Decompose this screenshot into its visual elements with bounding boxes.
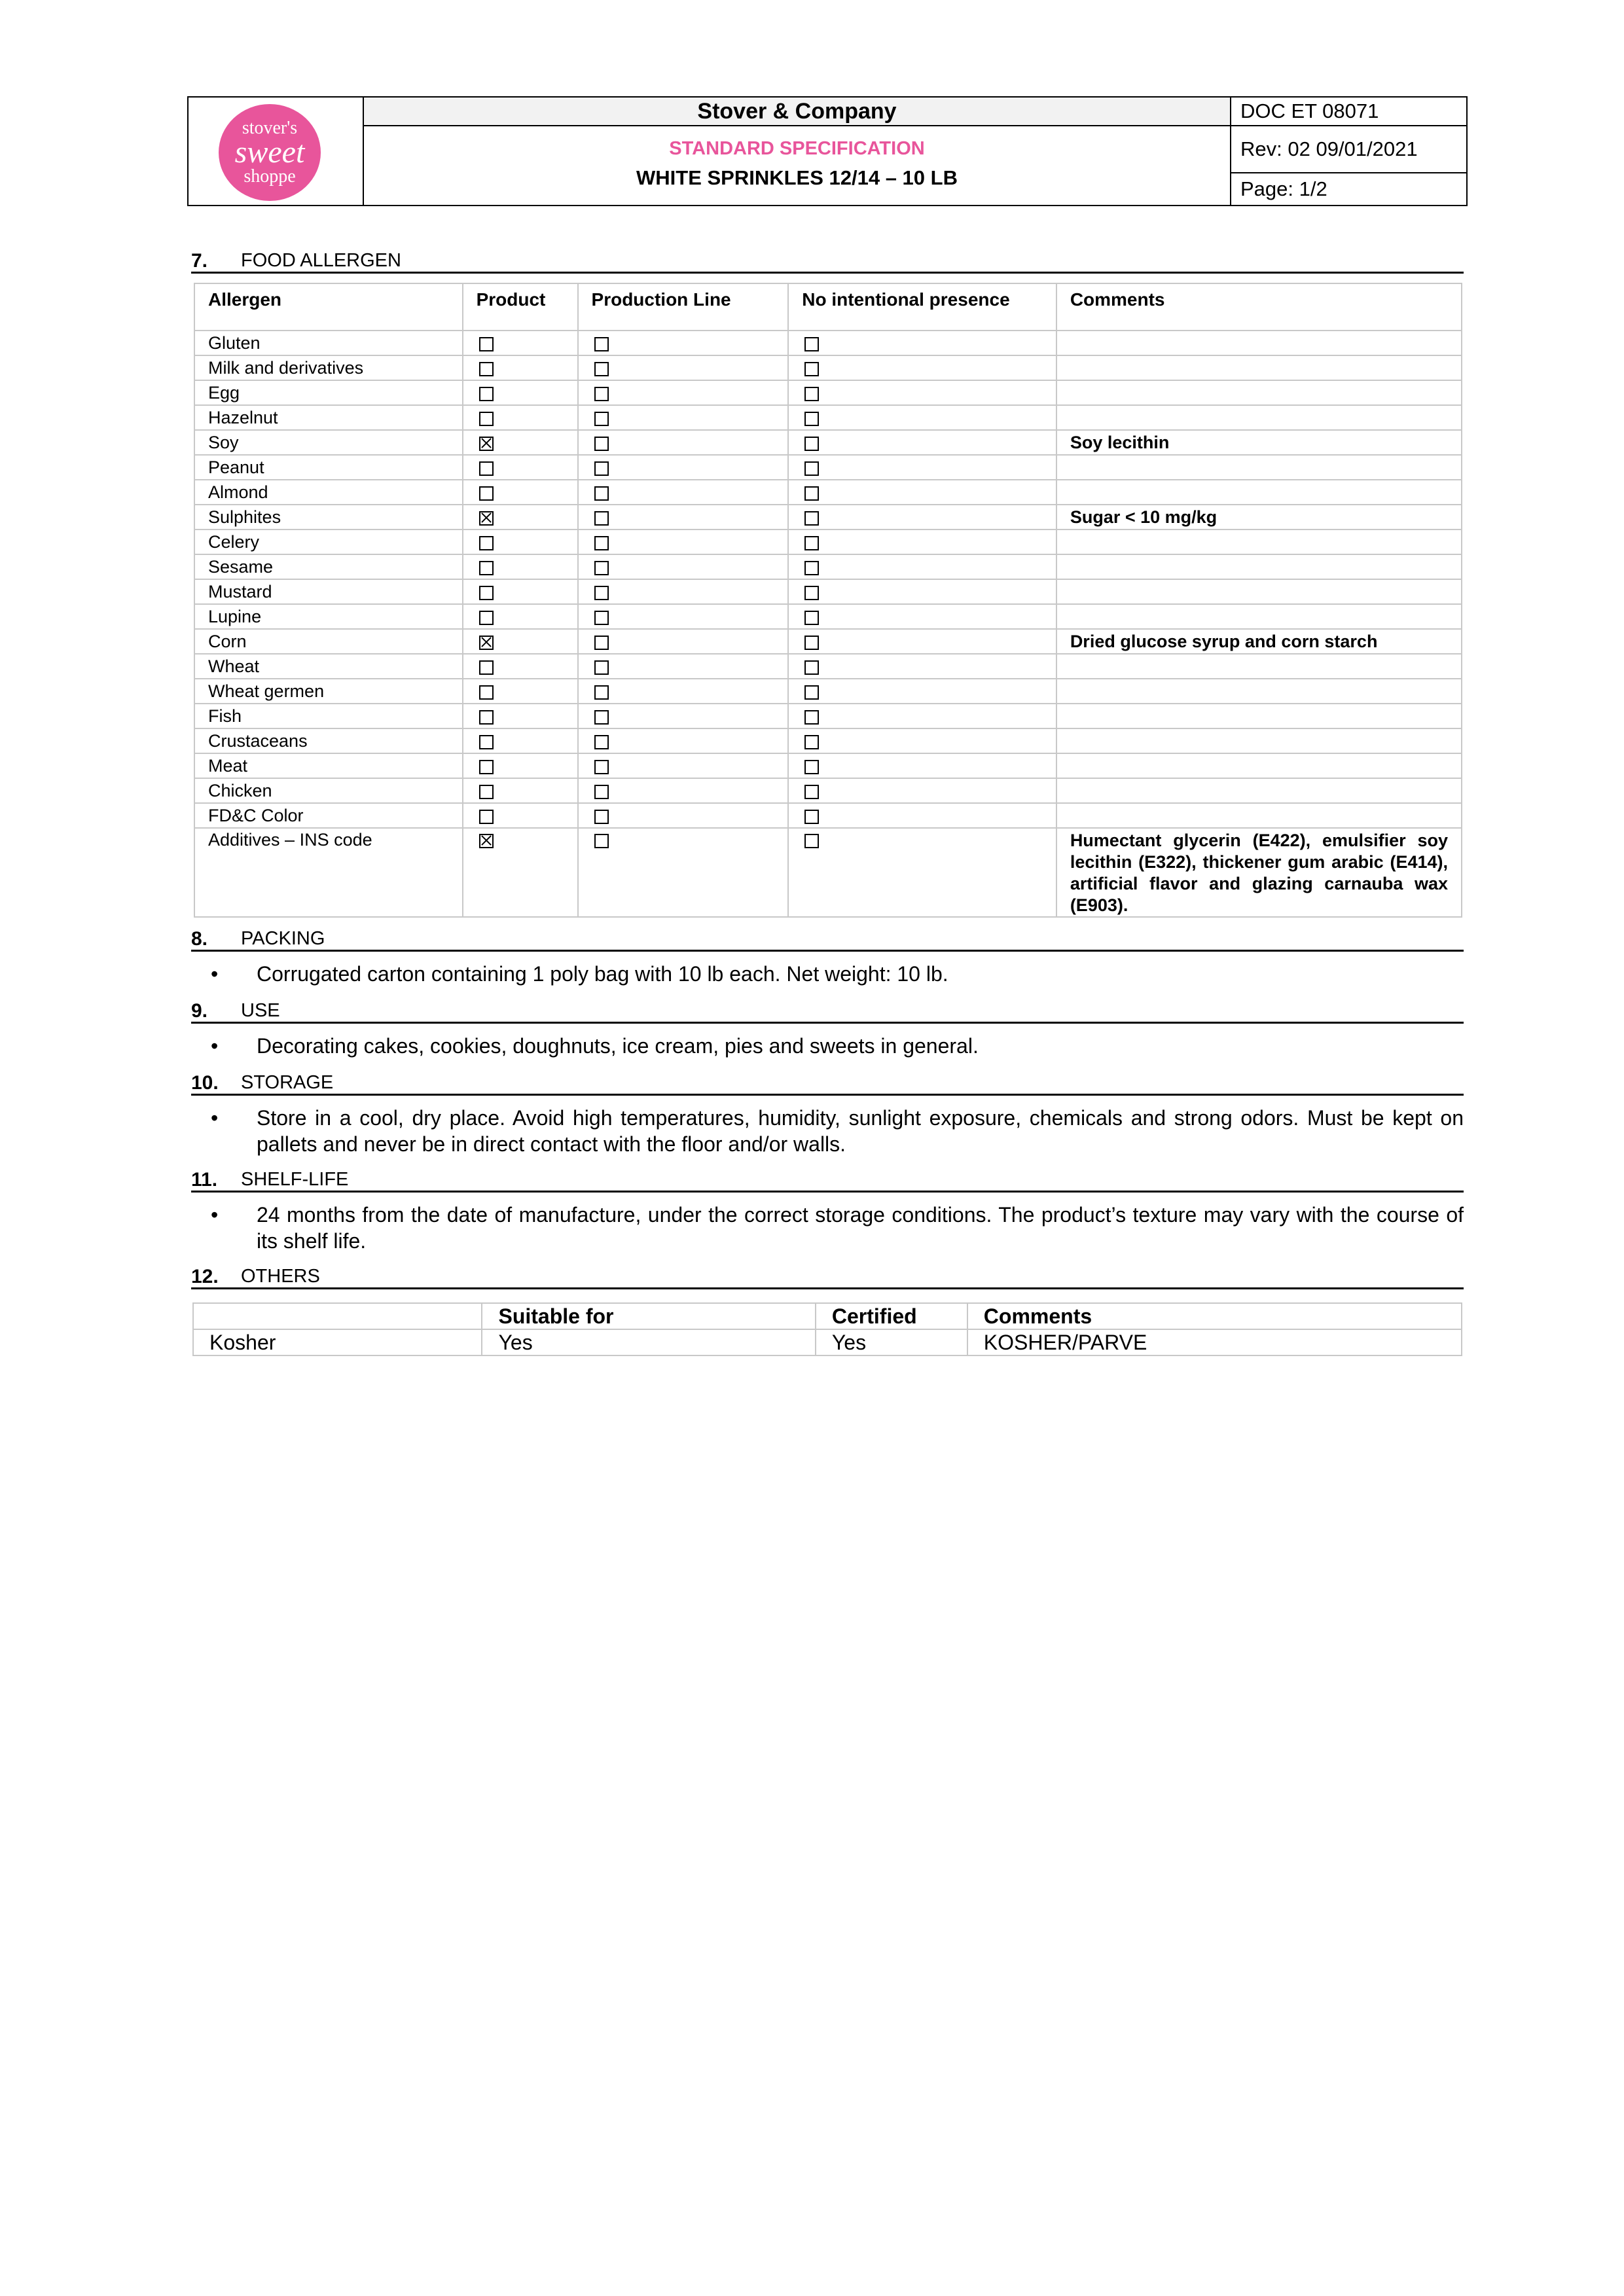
unchecked-box-icon — [479, 810, 494, 824]
unchecked-box-icon — [479, 486, 494, 501]
checkbox-cell-line — [578, 529, 789, 554]
checkbox-cell-nip — [788, 828, 1056, 917]
allergen-table-body — [194, 331, 1462, 917]
checkbox-cell-line — [578, 405, 789, 430]
bullet-text: Decorating cakes, cookies, doughnuts, ice cream, pies and sweets in general. — [257, 1034, 979, 1058]
checkbox-cell-nip — [788, 753, 1056, 778]
unchecked-box-icon — [594, 561, 609, 575]
allergen-row — [194, 430, 1462, 455]
others-cell-suitable: Yes — [482, 1329, 815, 1355]
allergen-name: Chicken — [194, 778, 463, 803]
allergen-name: Gluten — [194, 331, 463, 355]
unchecked-box-icon — [804, 834, 819, 848]
bullet-dot: • — [211, 1034, 219, 1058]
allergen-name: Corn — [194, 629, 463, 654]
checked-box-icon — [479, 834, 494, 848]
checkbox-cell-nip — [788, 380, 1056, 405]
unchecked-box-icon — [594, 387, 609, 401]
checkbox-cell-nip — [788, 778, 1056, 803]
allergen-name: Additives – INS code — [194, 828, 463, 917]
unchecked-box-icon — [804, 760, 819, 774]
checkbox-cell-product — [463, 579, 578, 604]
allergen-row — [194, 803, 1462, 828]
others-header-comments: Comments — [967, 1303, 1462, 1329]
checkbox-cell-nip — [788, 629, 1056, 654]
allergen-comment — [1056, 405, 1462, 430]
unchecked-box-icon — [479, 660, 494, 675]
checkbox-cell-line — [578, 380, 789, 405]
allergen-comment — [1056, 554, 1462, 579]
others-header-empty — [193, 1303, 482, 1329]
allergen-row — [194, 455, 1462, 480]
header-title-cell — [364, 98, 1231, 205]
others-row-kosher — [193, 1329, 1462, 1355]
unchecked-box-icon — [804, 660, 819, 675]
unchecked-box-icon — [479, 337, 494, 351]
allergen-name: Meat — [194, 753, 463, 778]
checkbox-cell-line — [578, 554, 789, 579]
checkbox-cell-nip — [788, 480, 1056, 505]
section-number: 11. — [191, 1169, 218, 1191]
bullet-dot: • — [211, 1106, 219, 1130]
allergen-row — [194, 579, 1462, 604]
checkbox-cell-line — [578, 654, 789, 679]
allergen-row — [194, 753, 1462, 778]
checkbox-cell-line — [578, 505, 789, 529]
allergen-row — [194, 529, 1462, 554]
allergen-comment — [1056, 803, 1462, 828]
allergen-comment — [1056, 579, 1462, 604]
checkbox-cell-line — [578, 753, 789, 778]
unchecked-box-icon — [804, 337, 819, 351]
allergen-comment — [1056, 778, 1462, 803]
section-title: USE — [241, 1000, 280, 1021]
unchecked-box-icon — [594, 710, 609, 725]
unchecked-box-icon — [479, 785, 494, 799]
unchecked-box-icon — [804, 611, 819, 625]
section-title: STORAGE — [241, 1072, 334, 1093]
unchecked-box-icon — [804, 486, 819, 501]
checkbox-cell-product — [463, 331, 578, 355]
checkbox-cell-nip — [788, 455, 1056, 480]
allergen-comment — [1056, 331, 1462, 355]
unchecked-box-icon — [479, 412, 494, 426]
checkbox-cell-nip — [788, 554, 1056, 579]
others-header-certified: Certified — [816, 1303, 967, 1329]
allergen-comment — [1056, 679, 1462, 704]
unchecked-box-icon — [594, 586, 609, 600]
allergen-comment: Soy lecithin — [1056, 430, 1462, 455]
bullet-text: Corrugated carton containing 1 poly bag with 10 lb each. Net weight: 10 lb. — [257, 962, 948, 986]
checkbox-cell-nip — [788, 728, 1056, 753]
allergen-name: Mustard — [194, 579, 463, 604]
section-number: 7. — [191, 250, 208, 272]
unchecked-box-icon — [804, 735, 819, 749]
allergen-row — [194, 554, 1462, 579]
checkbox-cell-line — [578, 604, 789, 629]
allergen-name: Sulphites — [194, 505, 463, 529]
unchecked-box-icon — [594, 486, 609, 501]
checkbox-cell-line — [578, 803, 789, 828]
allergen-row — [194, 505, 1462, 529]
checked-box-icon — [479, 437, 494, 451]
unchecked-box-icon — [479, 710, 494, 725]
allergen-comment — [1056, 704, 1462, 728]
checkbox-cell-nip — [788, 803, 1056, 828]
section-title: SHELF-LIFE — [241, 1169, 349, 1190]
allergen-row — [194, 355, 1462, 380]
section-number: 8. — [191, 928, 208, 950]
checkbox-cell-nip — [788, 529, 1056, 554]
allergen-row — [194, 828, 1462, 917]
checked-box-icon — [479, 511, 494, 526]
checkbox-cell-product — [463, 505, 578, 529]
spec-title: STANDARD SPECIFICATION — [669, 138, 925, 159]
unchecked-box-icon — [804, 710, 819, 725]
unchecked-box-icon — [804, 362, 819, 376]
unchecked-box-icon — [594, 536, 609, 550]
checkbox-cell-line — [578, 778, 789, 803]
checkbox-cell-product — [463, 728, 578, 753]
allergen-name: Soy — [194, 430, 463, 455]
others-cell-comments: KOSHER/PARVE — [967, 1329, 1462, 1355]
checkbox-cell-product — [463, 480, 578, 505]
allergen-name: Sesame — [194, 554, 463, 579]
unchecked-box-icon — [804, 536, 819, 550]
section-others — [191, 1263, 1464, 1289]
checkbox-cell-product — [463, 654, 578, 679]
unchecked-box-icon — [479, 586, 494, 600]
unchecked-box-icon — [479, 536, 494, 550]
checkbox-cell-nip — [788, 679, 1056, 704]
section-packing — [191, 925, 1464, 952]
unchecked-box-icon — [804, 387, 819, 401]
unchecked-box-icon — [479, 735, 494, 749]
bullet-dot: • — [211, 1203, 219, 1227]
checkbox-cell-product — [463, 753, 578, 778]
col-header-no-intentional-presence: No intentional presence — [788, 283, 1056, 331]
allergen-comment — [1056, 728, 1462, 753]
unchecked-box-icon — [804, 636, 819, 650]
unchecked-box-icon — [804, 511, 819, 526]
unchecked-box-icon — [594, 685, 609, 700]
section-title: FOOD ALLERGEN — [241, 250, 401, 271]
allergen-name: Lupine — [194, 604, 463, 629]
unchecked-box-icon — [804, 412, 819, 426]
allergen-comment — [1056, 654, 1462, 679]
bullet-text: Store in a cool, dry place. Avoid high temperatures, humidity, sunlight exposure, chemicals and strong odors. Must be kept on pallets and never be in direct contact with the floor and/or walls. — [257, 1106, 1464, 1156]
unchecked-box-icon — [479, 362, 494, 376]
allergen-name: Wheat germen — [194, 679, 463, 704]
unchecked-box-icon — [594, 760, 609, 774]
checkbox-cell-product — [463, 405, 578, 430]
col-header-comments: Comments — [1056, 283, 1462, 331]
allergen-name: Wheat — [194, 654, 463, 679]
unchecked-box-icon — [594, 611, 609, 625]
allergen-row — [194, 728, 1462, 753]
checkbox-cell-nip — [788, 604, 1056, 629]
section-use — [191, 997, 1464, 1024]
col-header-production-line: Production Line — [578, 283, 789, 331]
bullet-dot: • — [211, 962, 219, 986]
allergen-comment — [1056, 529, 1462, 554]
company-name: Stover & Company — [364, 98, 1230, 126]
checkbox-cell-product — [463, 803, 578, 828]
allergen-comment — [1056, 380, 1462, 405]
section-food-allergen — [191, 247, 1464, 274]
col-header-allergen: Allergen — [194, 283, 463, 331]
checkbox-cell-product — [463, 554, 578, 579]
checkbox-cell-nip — [788, 430, 1056, 455]
allergen-row — [194, 604, 1462, 629]
others-cell-certified: Yes — [816, 1329, 967, 1355]
col-header-product: Product — [463, 283, 578, 331]
allergen-row — [194, 331, 1462, 355]
checkbox-cell-line — [578, 828, 789, 917]
doc-number: DOC ET 08071 — [1231, 98, 1466, 126]
checkbox-cell-line — [578, 480, 789, 505]
allergen-comment — [1056, 355, 1462, 380]
unchecked-box-icon — [804, 785, 819, 799]
document-header — [187, 96, 1468, 206]
checkbox-cell-product — [463, 629, 578, 654]
allergen-row — [194, 679, 1462, 704]
checkbox-cell-product — [463, 380, 578, 405]
allergen-name: Milk and derivatives — [194, 355, 463, 380]
unchecked-box-icon — [594, 660, 609, 675]
others-header-row — [193, 1303, 1462, 1329]
allergen-comment: Sugar < 10 mg/kg — [1056, 505, 1462, 529]
checkbox-cell-nip — [788, 704, 1056, 728]
allergen-table — [194, 283, 1462, 918]
allergen-comment — [1056, 753, 1462, 778]
checkbox-cell-nip — [788, 331, 1056, 355]
bullet-text: 24 months from the date of manufacture, under the correct storage conditions. The product’s texture may vary with the course of its shelf life. — [257, 1203, 1464, 1253]
allergen-comment — [1056, 480, 1462, 505]
unchecked-box-icon — [594, 437, 609, 451]
section-title: PACKING — [241, 928, 325, 949]
unchecked-box-icon — [594, 362, 609, 376]
page-number: Page: 1/2 — [1240, 177, 1327, 200]
section-number: 10. — [191, 1072, 219, 1094]
allergen-name: Celery — [194, 529, 463, 554]
allergen-comment: Humectant glycerin (E422), emulsifier soy lecithin (E322), thickener gum arabic (E414), artificial flavor and glazing carnauba wax (E903). — [1056, 828, 1462, 917]
section-title: OTHERS — [241, 1266, 320, 1287]
others-header-suitable: Suitable for — [482, 1303, 815, 1329]
checkbox-cell-line — [578, 704, 789, 728]
unchecked-box-icon — [804, 561, 819, 575]
allergen-row — [194, 629, 1462, 654]
others-cell-type: Kosher — [193, 1329, 482, 1355]
allergen-comment — [1056, 604, 1462, 629]
allergen-name: FD&C Color — [194, 803, 463, 828]
unchecked-box-icon — [594, 337, 609, 351]
checkbox-cell-nip — [788, 355, 1056, 380]
unchecked-box-icon — [594, 735, 609, 749]
allergen-row — [194, 380, 1462, 405]
unchecked-box-icon — [594, 412, 609, 426]
checkbox-cell-line — [578, 430, 789, 455]
logo-text-line3: shoppe — [244, 166, 296, 187]
allergen-row — [194, 704, 1462, 728]
unchecked-box-icon — [804, 461, 819, 476]
checkbox-cell-line — [578, 579, 789, 604]
unchecked-box-icon — [804, 810, 819, 824]
allergen-name: Fish — [194, 704, 463, 728]
brand-logo — [219, 104, 321, 201]
allergen-name: Crustaceans — [194, 728, 463, 753]
unchecked-box-icon — [479, 561, 494, 575]
checkbox-cell-line — [578, 679, 789, 704]
allergen-row — [194, 405, 1462, 430]
unchecked-box-icon — [479, 387, 494, 401]
checkbox-cell-nip — [788, 579, 1056, 604]
allergen-name: Hazelnut — [194, 405, 463, 430]
allergen-name: Peanut — [194, 455, 463, 480]
checkbox-cell-product — [463, 430, 578, 455]
section-shelf-life — [191, 1166, 1464, 1193]
checkbox-cell-line — [578, 728, 789, 753]
allergen-row — [194, 778, 1462, 803]
unchecked-box-icon — [594, 511, 609, 526]
logo-cell — [189, 98, 364, 205]
checkbox-cell-product — [463, 679, 578, 704]
unchecked-box-icon — [479, 760, 494, 774]
checkbox-cell-line — [578, 331, 789, 355]
allergen-name: Egg — [194, 380, 463, 405]
allergen-comment: Dried glucose syrup and corn starch — [1056, 629, 1462, 654]
revision: Rev: 02 09/01/2021 — [1231, 126, 1466, 173]
checkbox-cell-line — [578, 355, 789, 380]
unchecked-box-icon — [479, 461, 494, 476]
checkbox-cell-product — [463, 828, 578, 917]
section-number: 9. — [191, 1000, 208, 1022]
unchecked-box-icon — [594, 785, 609, 799]
unchecked-box-icon — [479, 685, 494, 700]
checkbox-cell-product — [463, 778, 578, 803]
logo-text-line2: sweet — [234, 135, 305, 170]
checkbox-cell-nip — [788, 654, 1056, 679]
allergen-name: Almond — [194, 480, 463, 505]
checkbox-cell-nip — [788, 405, 1056, 430]
section-storage — [191, 1069, 1464, 1096]
unchecked-box-icon — [594, 834, 609, 848]
checkbox-cell-product — [463, 529, 578, 554]
allergen-comment — [1056, 455, 1462, 480]
logo-text-line1: stover's — [242, 118, 298, 138]
checkbox-cell-nip — [788, 505, 1056, 529]
allergen-header-row — [194, 283, 1462, 331]
allergen-row — [194, 480, 1462, 505]
unchecked-box-icon — [804, 586, 819, 600]
header-meta-cell — [1231, 98, 1466, 205]
unchecked-box-icon — [594, 636, 609, 650]
unchecked-box-icon — [804, 685, 819, 700]
checkbox-cell-product — [463, 455, 578, 480]
checked-box-icon — [479, 636, 494, 650]
unchecked-box-icon — [594, 461, 609, 476]
checkbox-cell-line — [578, 455, 789, 480]
checkbox-cell-line — [578, 629, 789, 654]
unchecked-box-icon — [479, 611, 494, 625]
checkbox-cell-product — [463, 704, 578, 728]
checkbox-cell-product — [463, 355, 578, 380]
section-number: 12. — [191, 1266, 219, 1287]
allergen-row — [194, 654, 1462, 679]
others-table — [192, 1302, 1462, 1356]
checkbox-cell-product — [463, 604, 578, 629]
product-name: WHITE SPRINKLES 12/14 – 10 LB — [636, 166, 958, 189]
unchecked-box-icon — [594, 810, 609, 824]
unchecked-box-icon — [804, 437, 819, 451]
